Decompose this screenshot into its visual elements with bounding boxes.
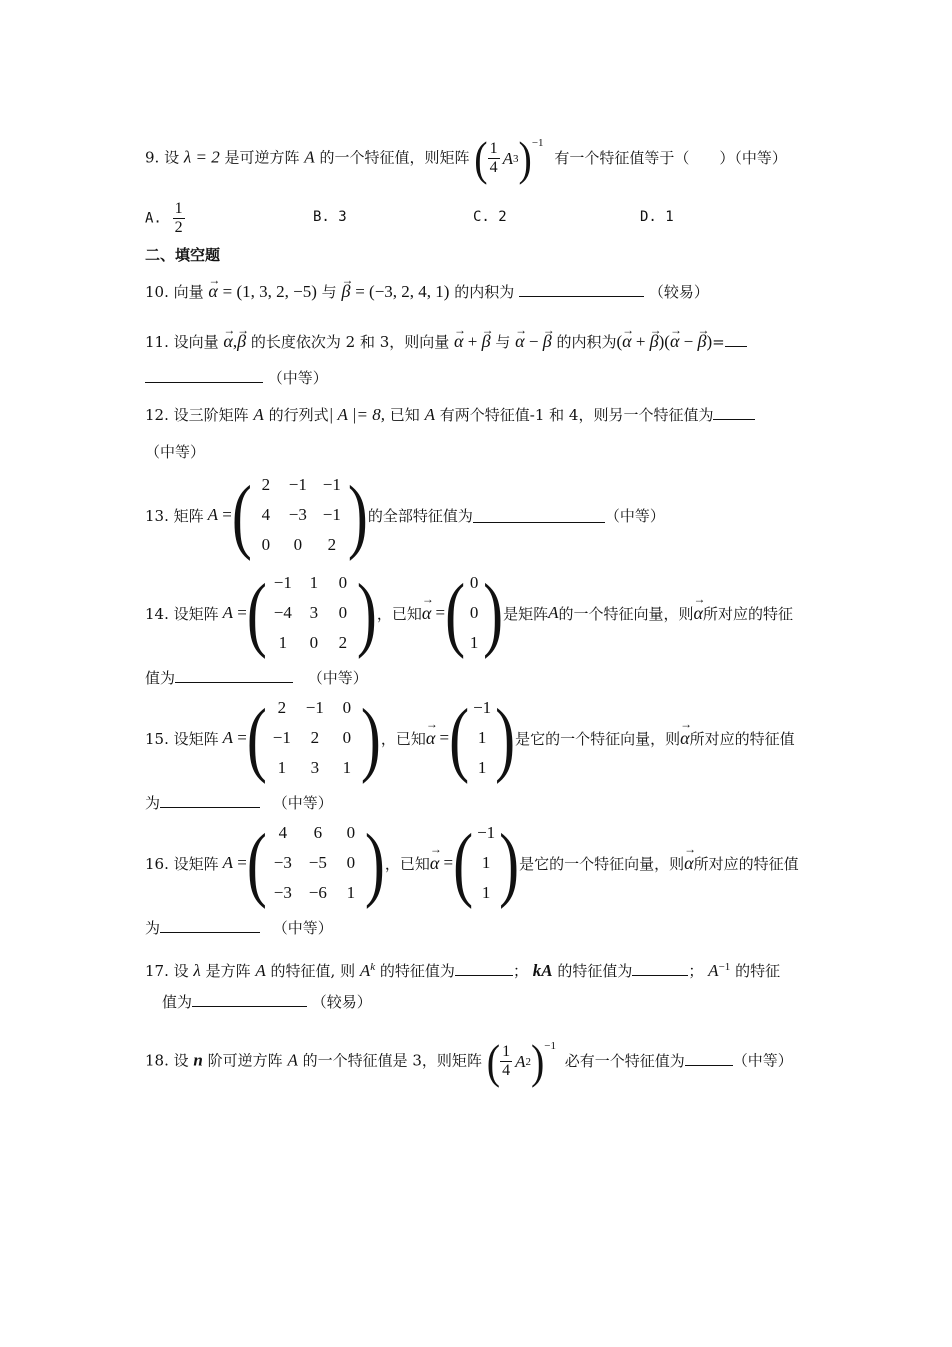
matrix-cell: 0 bbox=[346, 823, 356, 842]
alpha-vector: → α bbox=[430, 853, 439, 874]
q14-A: A bbox=[222, 603, 234, 622]
q14-A2: A bbox=[548, 603, 559, 622]
option-a-num: 1 bbox=[174, 200, 183, 217]
beta-vector: → β bbox=[543, 331, 552, 351]
q9-fraction bbox=[488, 140, 500, 177]
q13-A: A bbox=[207, 505, 219, 524]
matrix-cell: 0 bbox=[293, 535, 303, 554]
matrix-cell: −1 bbox=[272, 728, 291, 747]
q13-level: （中等） bbox=[604, 506, 665, 525]
left-paren: ( bbox=[486, 1033, 501, 1088]
question-15-line2 bbox=[145, 793, 333, 813]
q12-mid2: 已知 bbox=[389, 406, 420, 424]
q15-A: A bbox=[222, 728, 234, 747]
answer-blank[interactable] bbox=[725, 332, 747, 347]
question-10 bbox=[145, 281, 709, 302]
q12-mid: 的行列式 bbox=[268, 406, 329, 424]
vector-cell: 1 bbox=[481, 883, 491, 902]
section-title: 二、填空题 bbox=[145, 246, 221, 264]
q17-inv: −1 bbox=[718, 961, 731, 973]
matrix-cell: 4 bbox=[261, 505, 271, 524]
answer-blank[interactable] bbox=[192, 992, 307, 1007]
q9-options bbox=[145, 200, 185, 237]
q15-line2: 为 bbox=[145, 794, 161, 812]
q10-level: （较易） bbox=[648, 283, 709, 301]
q9-lambda: λ = 2 bbox=[183, 147, 220, 167]
answer-blank[interactable] bbox=[160, 793, 260, 808]
answer-blank[interactable] bbox=[145, 368, 263, 383]
question-14 bbox=[145, 568, 793, 658]
vector-cell: 0 bbox=[469, 573, 479, 592]
q18-fraction bbox=[500, 1043, 512, 1080]
option-c: C. 2 bbox=[473, 209, 507, 225]
q16-matrix bbox=[267, 818, 365, 908]
matrix-cell: 2 bbox=[327, 535, 337, 554]
answer-blank[interactable] bbox=[160, 918, 260, 933]
answer-blank[interactable] bbox=[175, 668, 293, 683]
option-d: D. 1 bbox=[640, 209, 674, 225]
q15-mid: 是它的一个特征向量，则 bbox=[515, 729, 681, 748]
q12-A2: A bbox=[424, 405, 435, 424]
matrix-cell: 3 bbox=[309, 603, 319, 622]
q17-level: （较易） bbox=[311, 993, 372, 1011]
q18-prefix: 18. 设 bbox=[145, 1051, 189, 1070]
matrix-cell: 4 bbox=[278, 823, 288, 842]
question-17 bbox=[145, 957, 780, 981]
q9-pow3: 3 bbox=[512, 152, 519, 165]
q15-row: 15. 设矩阵 A = ( 2 −1 0 −1 2 0 1 3 1 ) ，已知 → α = ( −1 1 1 ) 是它的一个特征向量，则 → α 所对应的特征值 bbox=[145, 693, 795, 783]
alpha-vector: → α bbox=[684, 853, 693, 874]
right-paren: ) bbox=[530, 1033, 545, 1088]
option-a-fraction bbox=[173, 200, 185, 237]
alpha-vector: → α bbox=[622, 331, 631, 351]
matrix-cell: −1 bbox=[305, 698, 324, 717]
q16-A: A bbox=[222, 853, 234, 872]
matrix-cell: 2 bbox=[310, 728, 320, 747]
matrix-cell: 2 bbox=[277, 698, 287, 717]
matrix-cell: −5 bbox=[308, 853, 327, 872]
question-9 bbox=[145, 130, 787, 185]
vector-cell: 1 bbox=[469, 633, 479, 652]
q12-mid3: 有两个特征值-1 和 4，则另一个特征值为 bbox=[439, 406, 714, 424]
vector-cell: −1 bbox=[477, 823, 496, 842]
matrix-cell: 0 bbox=[309, 633, 319, 652]
q11-mid: 的长度依次为 2 和 3，则向量 bbox=[250, 333, 450, 351]
q18-A2: A bbox=[515, 1051, 526, 1071]
matrix-cell: 1 bbox=[346, 883, 356, 902]
matrix-right-paren: ) bbox=[364, 816, 385, 909]
question-16 bbox=[145, 818, 799, 908]
matrix-cell: −4 bbox=[273, 603, 292, 622]
alpha-vector: → α bbox=[426, 728, 435, 749]
q16-mid: 是它的一个特征向量，则 bbox=[519, 854, 685, 873]
q18-mid: 阶可逆方阵 bbox=[207, 1051, 283, 1070]
q14-row: 14. 设矩阵 A = ( −1 1 0 −4 3 0 1 0 2 ) ，已知 → α = ( 0 0 1 ) 是矩阵 A 的一个特征向量，则 → α 所对应的特征 bbox=[145, 568, 793, 658]
option-a-den: 2 bbox=[174, 219, 183, 236]
matrix-left-paren: ( bbox=[246, 816, 267, 909]
q9-mid2: 的一个特征值，则矩阵 bbox=[319, 148, 470, 167]
q18-expression bbox=[486, 1033, 556, 1088]
q15-prefix: 15. 设矩阵 bbox=[145, 729, 219, 748]
answer-blank[interactable] bbox=[455, 961, 513, 976]
q18-pow2: 2 bbox=[525, 1055, 531, 1068]
vector-right-paren: ) bbox=[499, 816, 520, 909]
question-18 bbox=[145, 1033, 793, 1088]
question-11-line2 bbox=[145, 368, 328, 388]
q16-level: （中等） bbox=[272, 919, 333, 937]
matrix-cell: 0 bbox=[338, 603, 348, 622]
matrix-cell: 0 bbox=[261, 535, 271, 554]
q14-level: （中等） bbox=[307, 669, 368, 687]
q14-suffix: 所对应的特征 bbox=[702, 604, 793, 623]
matrix-cell: −1 bbox=[273, 573, 292, 592]
matrix-cell: −3 bbox=[273, 853, 292, 872]
q11-level: （中等） bbox=[267, 369, 328, 387]
q14-prefix: 14. 设矩阵 bbox=[145, 604, 219, 623]
q17-mid5: 的特征 bbox=[735, 962, 781, 980]
vector-cell: −1 bbox=[473, 698, 492, 717]
matrix-right-paren: ) bbox=[347, 468, 368, 561]
q13-matrix bbox=[252, 470, 348, 560]
q9-expression bbox=[474, 130, 544, 185]
beta-vector: → β bbox=[482, 331, 491, 351]
matrix-cell: −6 bbox=[308, 883, 327, 902]
matrix-cell: 1 bbox=[309, 573, 319, 592]
q15-level: （中等） bbox=[272, 794, 333, 812]
q10-beta-expr: = (−3, 2, 4, 1) bbox=[355, 282, 450, 301]
q16-suffix: 所对应的特征值 bbox=[693, 854, 799, 873]
alpha-vector: → α bbox=[223, 331, 232, 351]
matrix-cell: 1 bbox=[278, 633, 288, 652]
alpha-vector: → α bbox=[208, 281, 217, 301]
q18-n: n bbox=[193, 1050, 203, 1070]
q11-with: 与 bbox=[495, 333, 511, 351]
q14-vector bbox=[465, 568, 483, 658]
q17-k: k bbox=[370, 961, 376, 973]
answer-blank[interactable] bbox=[632, 961, 688, 976]
alpha-vector: → α bbox=[422, 603, 431, 624]
vector-cell: 1 bbox=[481, 853, 491, 872]
q17-line2: 值为 bbox=[162, 993, 193, 1011]
q15-suffix: 所对应的特征值 bbox=[689, 729, 795, 748]
q13-suffix: 的全部特征值为 bbox=[367, 506, 473, 525]
q17-sep1: ； bbox=[512, 962, 528, 980]
q15-matrix bbox=[267, 693, 361, 783]
alpha-vector: → α bbox=[694, 603, 703, 624]
q16-line2: 为 bbox=[145, 919, 161, 937]
q10-suffix: 的内积为 bbox=[454, 283, 515, 301]
q9-prefix: 9. 设 bbox=[145, 148, 180, 167]
alpha-vector: → α bbox=[680, 728, 689, 749]
matrix-left-paren: ( bbox=[246, 691, 267, 784]
beta-vector: → β bbox=[650, 331, 659, 351]
q9-inv: −1 bbox=[531, 136, 544, 149]
q11-prefix: 11. 设向量 bbox=[145, 333, 219, 351]
matrix-left-paren: ( bbox=[246, 566, 267, 659]
q18-A: A bbox=[287, 1050, 298, 1070]
question-13 bbox=[145, 470, 665, 560]
vector-left-paren: ( bbox=[453, 816, 474, 909]
q17-mid2: 的特征值, 则 bbox=[270, 962, 356, 980]
right-paren: ) bbox=[518, 130, 532, 185]
q14-line2: 值为 bbox=[145, 669, 176, 687]
q14-mid2: 的一个特征向量，则 bbox=[558, 604, 694, 623]
beta-vector: → β bbox=[341, 281, 350, 301]
option-b: B. 3 bbox=[313, 209, 347, 225]
matrix-right-paren: ) bbox=[356, 566, 377, 659]
question-17-line2 bbox=[162, 992, 372, 1012]
q10-with: 与 bbox=[321, 283, 337, 301]
q9-suffix: 有一个特征值等于（ ）（中等） bbox=[554, 148, 787, 167]
left-paren: ( bbox=[474, 130, 488, 185]
matrix-cell: −1 bbox=[288, 475, 307, 494]
question-16-line2 bbox=[145, 918, 333, 938]
alpha-vector: → α bbox=[670, 331, 679, 351]
beta-vector: → β bbox=[698, 331, 707, 351]
option-a-label: A. bbox=[145, 210, 162, 227]
q18-frac-num: 1 bbox=[502, 1043, 511, 1060]
q12-A: A bbox=[253, 405, 264, 424]
q16-known: ，已知 bbox=[384, 854, 430, 873]
q12-prefix: 12. 设三阶矩阵 bbox=[145, 406, 249, 424]
q16-row: 16. 设矩阵 A = ( 4 6 0 −3 −5 0 −3 −6 1 ) ，已知 → α = ( −1 1 1 ) 是它的一个特征向量，则 → α 所对应的特征值 bbox=[145, 818, 799, 908]
matrix-cell: −3 bbox=[273, 883, 292, 902]
q10-prefix: 10. 向量 bbox=[145, 283, 204, 301]
beta-vector: → β bbox=[237, 331, 246, 351]
matrix-cell: 2 bbox=[338, 633, 348, 652]
q17-lambda: λ bbox=[193, 961, 201, 980]
q17-kA: kA bbox=[532, 961, 553, 980]
matrix-cell: 0 bbox=[346, 853, 356, 872]
q17-mid3: 的特征值为 bbox=[379, 962, 455, 980]
q9-frac-num: 1 bbox=[489, 140, 498, 157]
q17-prefix: 17. 设 bbox=[145, 962, 189, 980]
q18-level: （中等） bbox=[732, 1051, 793, 1070]
alpha-vector: → α bbox=[454, 331, 463, 351]
q9-frac-den: 4 bbox=[489, 159, 498, 176]
matrix-cell: −3 bbox=[288, 505, 307, 524]
vector-right-paren: ) bbox=[483, 566, 504, 659]
question-12 bbox=[145, 405, 755, 425]
q18-inv: −1 bbox=[544, 1039, 556, 1052]
q18-mid2: 的一个特征值是 3，则矩阵 bbox=[302, 1051, 482, 1070]
q14-known: ，已知 bbox=[376, 604, 422, 623]
q17-A: A bbox=[255, 961, 266, 980]
q10-alpha-expr: = (1, 3, 2, −5) bbox=[222, 282, 317, 301]
matrix-right-paren: ) bbox=[360, 691, 381, 784]
vector-cell: 0 bbox=[469, 603, 479, 622]
matrix-cell: 3 bbox=[310, 758, 320, 777]
q11-eq: = bbox=[712, 333, 725, 351]
q17-Ainv: A bbox=[708, 961, 719, 980]
matrix-cell: 0 bbox=[342, 698, 352, 717]
q17-sep2: ； bbox=[688, 962, 704, 980]
q18-suffix: 必有一个特征值为 bbox=[564, 1051, 685, 1070]
matrix-cell: 1 bbox=[342, 758, 352, 777]
alpha-vector: → α bbox=[515, 331, 524, 351]
matrix-cell: −1 bbox=[322, 475, 341, 494]
answer-blank[interactable] bbox=[519, 282, 644, 297]
matrix-cell: −1 bbox=[322, 505, 341, 524]
vector-left-paren: ( bbox=[445, 566, 466, 659]
q13-prefix: 13. 矩阵 bbox=[145, 506, 204, 525]
q17-Ak: A bbox=[359, 961, 371, 980]
q17-mid: 是方阵 bbox=[205, 962, 251, 980]
q11-suffix: 的内积为 bbox=[556, 333, 617, 351]
question-15 bbox=[145, 693, 795, 783]
q14-mid: 是矩阵 bbox=[503, 604, 549, 623]
q13-row: 13. 矩阵 A = ( 2 −1 −1 4 −3 −1 0 0 2 ) 的全部特征值为 （中等） bbox=[145, 470, 665, 560]
q17-mid4: 的特征值为 bbox=[557, 962, 633, 980]
matrix-cell: 0 bbox=[338, 573, 348, 592]
matrix-cell: 6 bbox=[313, 823, 323, 842]
vector-right-paren: ) bbox=[495, 691, 516, 784]
q15-vector bbox=[469, 693, 495, 783]
matrix-cell: 1 bbox=[277, 758, 287, 777]
answer-blank[interactable] bbox=[685, 1051, 733, 1066]
q9-mid: 是可逆方阵 bbox=[224, 148, 300, 167]
answer-blank[interactable] bbox=[473, 508, 605, 523]
q18-frac-den: 4 bbox=[502, 1062, 511, 1079]
q16-prefix: 16. 设矩阵 bbox=[145, 854, 219, 873]
vector-cell: 1 bbox=[477, 728, 487, 747]
vector-left-paren: ( bbox=[449, 691, 470, 784]
question-14-line2 bbox=[145, 668, 368, 688]
q14-matrix bbox=[267, 568, 357, 658]
q9-A: A bbox=[304, 147, 315, 167]
q12-level: （中等） bbox=[145, 443, 206, 461]
q12-det: | A |= 8, bbox=[328, 405, 385, 424]
vector-cell: 1 bbox=[477, 758, 487, 777]
matrix-cell: 0 bbox=[342, 728, 352, 747]
matrix-left-paren: ( bbox=[231, 468, 252, 561]
matrix-cell: 2 bbox=[261, 475, 271, 494]
q16-vector bbox=[473, 818, 499, 908]
q15-known: ，已知 bbox=[380, 729, 426, 748]
q9-A3: A bbox=[502, 148, 513, 168]
question-11: 11. 设向量 → α,→ β 的长度依次为 2 和 3，则向量 → α + → β 与 → α − → β 的内积为(→ α + → β)(→ α − → β)= bbox=[145, 331, 747, 352]
answer-blank[interactable] bbox=[713, 405, 755, 420]
